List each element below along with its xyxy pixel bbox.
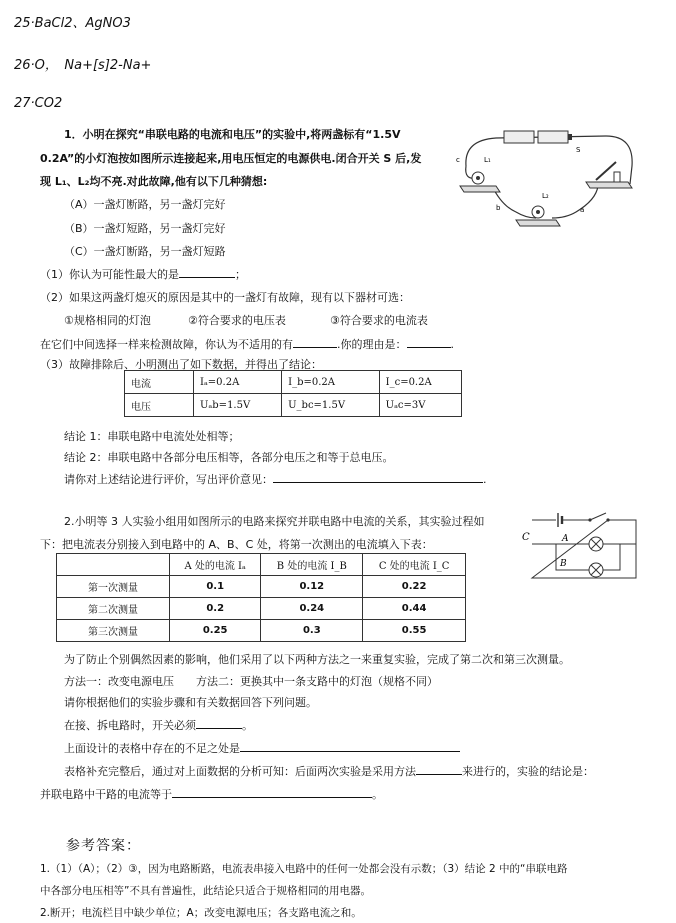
switch-icon xyxy=(588,513,609,522)
circuit-label-l2: L₂ xyxy=(542,192,549,200)
table-row xyxy=(57,576,466,598)
q1-intro-line2: 0.2A”的小灯泡按如图所示连接起来,用电压恒定的电源供电.闭合开关 S 后,发 xyxy=(40,152,422,165)
q1-evaluate-blank[interactable] xyxy=(273,471,483,483)
answers-title: 参考答案： xyxy=(66,838,141,854)
q2-intro-line2: 下：把电流表分别接入到电路中的 A、B、C 处，将第一次测出的电流填入下表： xyxy=(40,538,433,551)
table-cell: 第二次测量 xyxy=(57,598,170,620)
q1-series-circuit-diagram xyxy=(446,126,646,238)
table-cell: 0.44 xyxy=(363,598,466,620)
table-row xyxy=(57,554,466,576)
q1-sub1 xyxy=(40,266,246,282)
battery-icon xyxy=(558,513,562,527)
answer-2: 2.断开；电流栏目中缺少单位；A；改变电源电压；各支路电流之和。 xyxy=(40,907,362,919)
table-cell: 0.22 xyxy=(363,576,466,598)
table-cell: 0.12 xyxy=(261,576,363,598)
lamp-icon xyxy=(589,563,603,577)
q1-option-1: ①规格相同的灯泡 xyxy=(64,314,151,327)
battery-icon xyxy=(504,131,572,143)
lamp-l2-icon xyxy=(516,206,560,226)
circuit-label-b: B xyxy=(560,559,567,569)
circuit-label-b: b xyxy=(496,204,501,212)
q2-method-end: 来进行的，实验的结论是： xyxy=(462,765,594,778)
q1-choose-line: 在它们中间选择一样来检测故障，你认为不适用的有 .你的理由是： . xyxy=(40,338,454,351)
q2-paragraph-2: 方法一：改变电源电压 方法二：更换其中一条支路中的灯泡（规格不同） xyxy=(64,675,438,688)
circuit-wire xyxy=(552,186,598,218)
q1-conclusion-1: 结论 1：串联电路中电流处处相等； xyxy=(64,430,240,443)
table-cell: U_bc=1.5V xyxy=(282,394,380,417)
q1-sub1-text: （1）你认为可能性最大的是 xyxy=(40,268,179,281)
q2-conclusion-blank[interactable] xyxy=(172,786,372,798)
circuit-label-c: C xyxy=(522,532,530,543)
q1-sub3: （3）故障排除后、小明测出了如下数据，并得出了结论： xyxy=(40,358,322,371)
answer-heading-27: 27·CO2 xyxy=(14,96,63,111)
table-cell: 0.24 xyxy=(261,598,363,620)
table-cell: I_c=0.2A xyxy=(379,371,461,394)
q2-table-flaw-text: 上面设计的表格中存在的不足之处是 xyxy=(64,742,240,755)
q2-table-flaw-blank[interactable] xyxy=(240,740,460,752)
q1-conclusion-2: 结论 2：串联电路中各部分电压相等，各部分电压之和等于总电压。 xyxy=(64,451,394,464)
table-cell: 0.25 xyxy=(170,620,261,642)
q2-switch-blank[interactable] xyxy=(196,717,242,729)
lamp-l1-icon xyxy=(460,172,500,192)
q1-sub2: （2）如果这两盏灯熄灭的原因是其中的一盏灯有故障，现有以下器材可选： xyxy=(40,291,410,304)
q2-method-text: 表格补充完整后，通过对上面数据的分析可知：后面两次实验是采用方法 xyxy=(64,765,416,778)
q1-guess-b: （B）一盏灯短路，另一盏灯完好 xyxy=(64,222,226,235)
q2-paragraph-1: 为了防止个别偶然因素的影响，他们采用了以下两种方法之一来重复实验，完成了第二次和第三次测量。 xyxy=(64,653,570,666)
q1-guess-a: （A）一盏灯断路，另一盏灯完好 xyxy=(64,198,226,211)
table-cell: 0.1 xyxy=(170,576,261,598)
q2-paragraph-4 xyxy=(64,717,253,733)
q2-method-blank[interactable] xyxy=(416,763,462,775)
q2-paragraph-7 xyxy=(40,786,383,802)
q1-guess-c: （C）一盏灯断路，另一盏灯短路 xyxy=(64,245,226,258)
switch-icon xyxy=(586,162,632,188)
q1-choose-text: 在它们中间选择一样来检测故障，你认为不适用的有 xyxy=(40,338,293,351)
q1-option-3: ③符合要求的电流表 xyxy=(330,314,428,327)
table-cell: 第三次测量 xyxy=(57,620,170,642)
lamp-icon xyxy=(589,537,603,551)
q1-evaluate-text: 请你对上述结论进行评价，写出评价意见： xyxy=(64,473,273,486)
table-cell: 电压 xyxy=(125,394,194,417)
table-row xyxy=(57,598,466,620)
q1-intro-line1: 1．小明在探究“串联电路的电流和电压”的实验中,将两盏标有“1.5V xyxy=(64,128,401,141)
circuit-label-a: a xyxy=(580,206,585,214)
table-cell: Uₐb=1.5V xyxy=(194,394,282,417)
q1-data-table xyxy=(124,370,462,417)
q1-reason-blank[interactable] xyxy=(407,336,451,348)
q1-option-2: ②符合要求的电压表 xyxy=(188,314,286,327)
table-cell: 0.3 xyxy=(261,620,363,642)
table-row xyxy=(125,394,462,417)
answer-heading-26: 26·O， Na+[s]2-Na+ xyxy=(14,58,152,73)
table-cell: Uₐc=3V xyxy=(379,394,461,417)
q2-parallel-circuit-diagram xyxy=(520,510,660,590)
q2-switch-end: 。 xyxy=(242,719,253,732)
q2-paragraph-5 xyxy=(64,740,460,756)
table-row xyxy=(57,620,466,642)
q1-intro-line3: 现 L₁、L₂均不亮.对此故障,他有以下几种猜想: xyxy=(40,175,268,188)
table-cell: 0.2 xyxy=(170,598,261,620)
circuit-label-l1: L₁ xyxy=(484,156,491,164)
q2-paragraph-3: 请你根据他们的实验步骤和有关数据回答下列问题。 xyxy=(64,696,317,709)
table-header-cell: C 处的电流 I_C xyxy=(363,554,466,576)
q1-unsuitable-blank[interactable] xyxy=(293,336,337,348)
q2-switch-text: 在接、拆电路时，开关必须 xyxy=(64,719,196,732)
q2-intro-line1: 2.小明等 3 人实验小组用如图所示的电路来探究并联电路中电流的关系，其实验过程如 xyxy=(64,515,485,528)
table-row xyxy=(125,371,462,394)
table-header-cell: B 处的电流 I_B xyxy=(261,554,363,576)
q2-conclusion-text: 并联电路中干路的电流等于 xyxy=(40,788,172,801)
answer-1-line2: 中各部分电压相等”不具有普遍性，此结论只适合于规格相同的用电器。 xyxy=(40,885,371,897)
table-cell: 电流 xyxy=(125,371,194,394)
table-cell: Iₐ=0.2A xyxy=(194,371,282,394)
q1-reason-text: .你的理由是： xyxy=(337,338,407,351)
table-cell: 0.55 xyxy=(363,620,466,642)
table-cell: I_b=0.2A xyxy=(282,371,380,394)
circuit-label-c: c xyxy=(456,156,460,164)
q2-data-table xyxy=(56,553,466,642)
q1-sub1-blank[interactable] xyxy=(179,266,235,278)
circuit-label-s: S xyxy=(576,146,581,154)
q1-evaluate: 请你对上述结论进行评价，写出评价意见： . xyxy=(64,473,487,486)
circuit-label-a: A xyxy=(562,534,569,544)
answer-1-line1: 1.（1）（A）；（2）③，因为电路断路，电流表串接入电路中的任何一处都会没有示数；（3）结论 2 中的“串联电路 xyxy=(40,863,568,875)
table-header-cell xyxy=(57,554,170,576)
q2-conclusion-end: 。 xyxy=(372,788,383,801)
q1-sub1-end: ； xyxy=(235,268,246,281)
table-header-cell: A 处的电流 Iₐ xyxy=(170,554,261,576)
answer-heading-25: 25·BaCl2、AgNO3 xyxy=(14,16,131,31)
q2-paragraph-6 xyxy=(64,763,594,779)
table-cell: 第一次测量 xyxy=(57,576,170,598)
